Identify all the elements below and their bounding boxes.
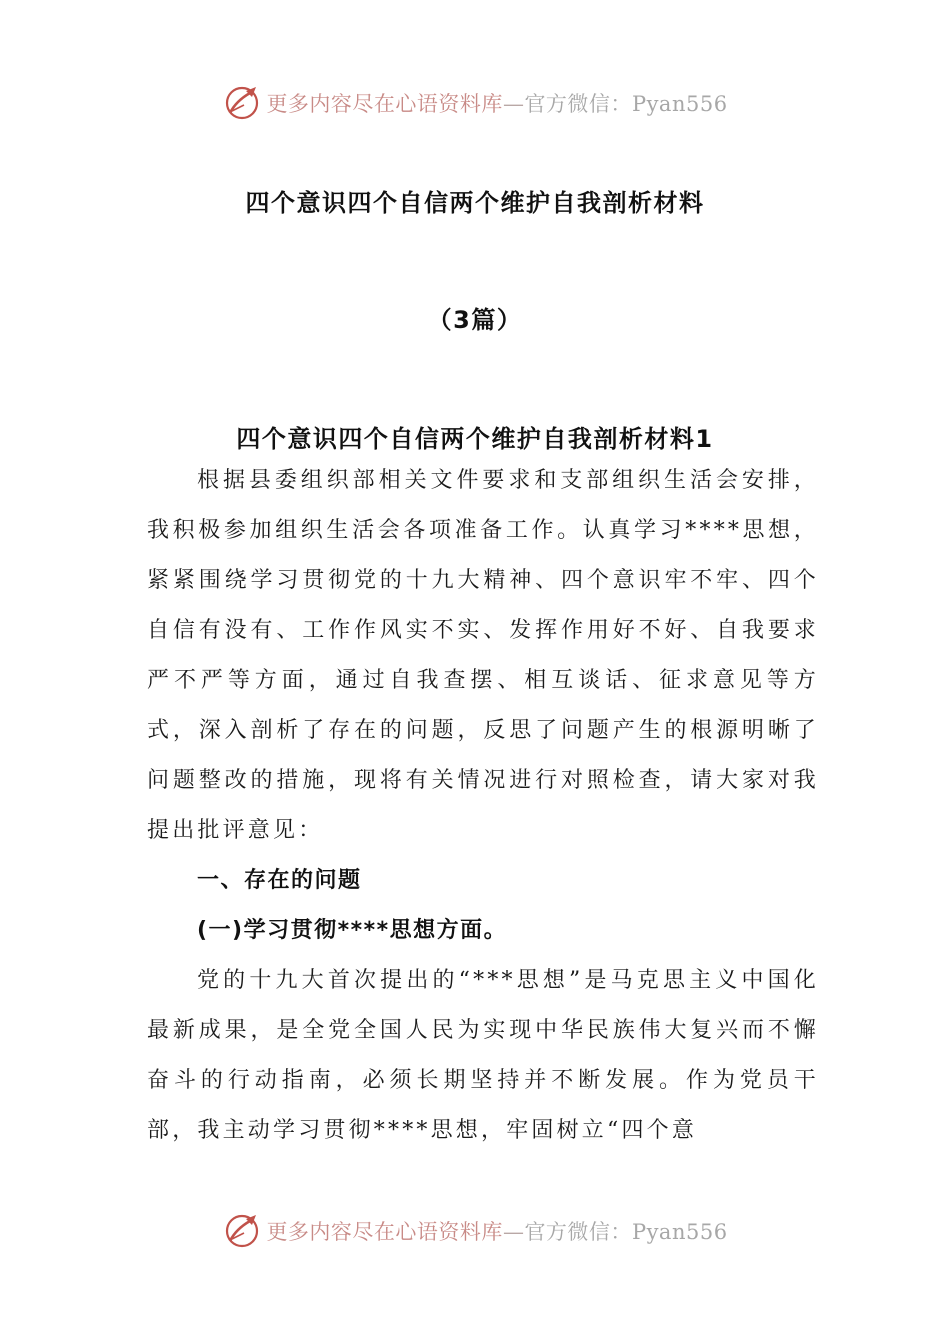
- intro-paragraph: 根据县委组织部相关文件要求和支部组织生活会安排，我积极参加组织生活会各项准备工作。认真学习****思想，紧紧围绕学习贯彻党的十九大精神、四个意识牢不牢、四个自信有没有、工作作风实不实、发挥作用好不好、自我要求严不严等方面，通过自我查摆、相互谈话、征求意见等方式，深入剖析了存在的问题，反思了问题产生的根源明晰了问题整改的措施，现将有关情况进行对照检查，请大家对我提出批评意见：: [147, 468, 819, 843]
- heading-study: (一)学习贯彻****思想方面。: [197, 918, 508, 943]
- watermark-footer: [0, 1207, 950, 1255]
- body-paragraph: 党的十九大首次提出的“***思想”是马克思主义中国化最新成果，是全党全国人民为实现中华民族伟大复兴而不懈奋斗的行动指南，必须长期坚持并不断发展。作为党员干部，我主动学习贯彻****思想，牢固树立“四个意: [147, 968, 819, 1143]
- pen-nib-icon: [222, 83, 262, 123]
- document-title: 四个意识四个自信两个维护自我剖析材料: [245, 189, 705, 217]
- heading-problems: 一、存在的问题: [197, 868, 362, 893]
- watermark-text: 更多内容尽在心语资料库—官方微信：Pyan556: [266, 92, 728, 116]
- pen-nib-icon: [222, 1211, 262, 1251]
- document-body: [147, 456, 819, 1156]
- section-title: 四个意识四个自信两个维护自我剖析材料1: [236, 425, 714, 453]
- watermark-text: 更多内容尽在心语资料库—官方微信：Pyan556: [266, 1220, 728, 1244]
- article-count: （3篇）: [427, 306, 523, 334]
- watermark-header: [0, 79, 950, 127]
